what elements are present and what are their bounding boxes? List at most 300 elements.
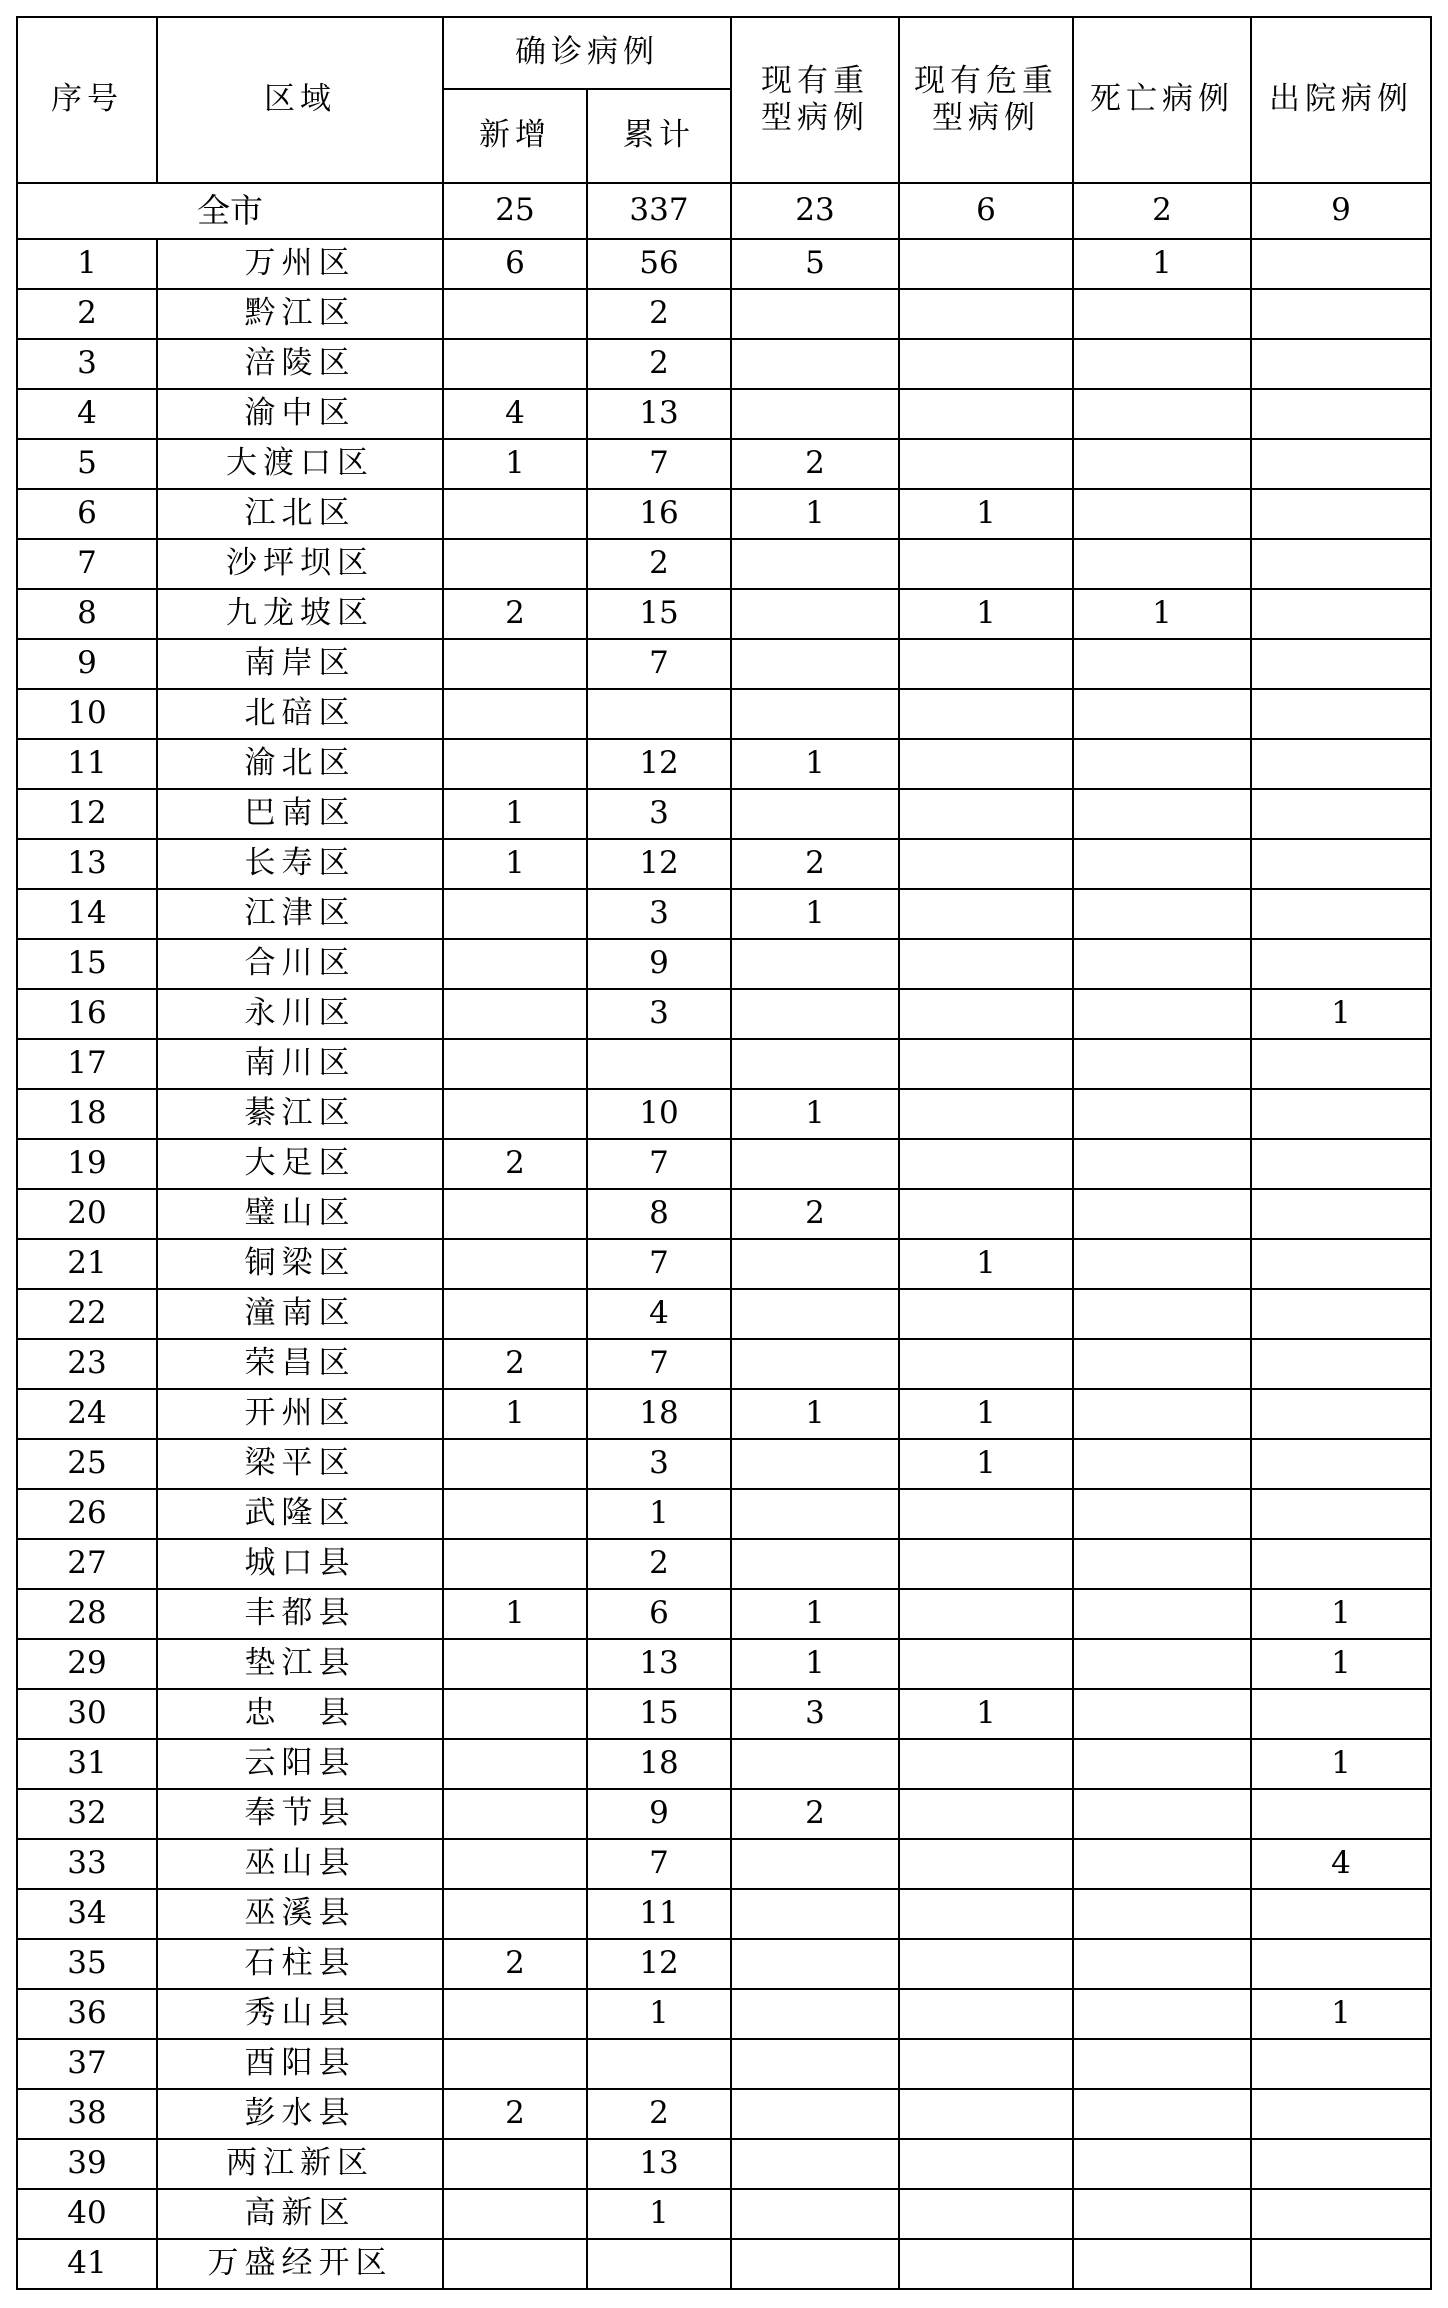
cell-index: 2 — [17, 289, 157, 339]
table-row — [17, 2139, 1431, 2189]
cell-severe — [731, 1489, 899, 1539]
cell-index: 10 — [17, 689, 157, 739]
cell-index: 24 — [17, 1389, 157, 1439]
table-row — [17, 1489, 1431, 1539]
cell-new: 1 — [443, 789, 587, 839]
cell-new — [443, 1239, 587, 1289]
cell-cumulative: 2 — [587, 2089, 731, 2139]
cell-cumulative: 8 — [587, 1189, 731, 1239]
cell-critical — [899, 389, 1073, 439]
table-row — [17, 789, 1431, 839]
cell-region: 梁平区 — [157, 1439, 443, 1489]
cell-new — [443, 339, 587, 389]
cell-deaths — [1073, 1589, 1251, 1639]
cell-deaths — [1073, 1989, 1251, 2039]
cell-deaths — [1073, 1489, 1251, 1539]
cell-index: 12 — [17, 789, 157, 839]
cell-discharged — [1251, 1189, 1431, 1239]
cell-discharged — [1251, 939, 1431, 989]
cell-region: 璧山区 — [157, 1189, 443, 1239]
cell-region: 大渡口区 — [157, 439, 443, 489]
cell-cumulative: 7 — [587, 439, 731, 489]
table-body — [17, 183, 1431, 2289]
cell-severe — [731, 789, 899, 839]
cell-severe — [731, 1739, 899, 1789]
table-row — [17, 1339, 1431, 1389]
cell-deaths — [1073, 489, 1251, 539]
table-row — [17, 1589, 1431, 1639]
cell-severe — [731, 339, 899, 389]
table-row — [17, 1889, 1431, 1939]
cell-new — [443, 1839, 587, 1889]
cell-region: 巫溪县 — [157, 1889, 443, 1939]
cell-discharged — [1251, 339, 1431, 389]
table-row — [17, 1239, 1431, 1289]
cell-deaths — [1073, 1939, 1251, 1989]
cell-deaths — [1073, 539, 1251, 589]
cell-critical — [899, 789, 1073, 839]
cell-index: 13 — [17, 839, 157, 889]
cell-deaths — [1073, 289, 1251, 339]
total-deaths: 2 — [1073, 183, 1251, 239]
table-row — [17, 1139, 1431, 1189]
cell-index: 37 — [17, 2039, 157, 2089]
cell-cumulative: 7 — [587, 1339, 731, 1389]
header-severe: 现有重型病例 — [731, 17, 899, 183]
cell-new: 2 — [443, 1339, 587, 1389]
cell-new — [443, 889, 587, 939]
cell-discharged — [1251, 489, 1431, 539]
cell-deaths — [1073, 1839, 1251, 1889]
table-row — [17, 1389, 1431, 1439]
cell-new — [443, 739, 587, 789]
cell-cumulative: 13 — [587, 1639, 731, 1689]
cell-critical — [899, 739, 1073, 789]
cell-region: 江北区 — [157, 489, 443, 539]
cell-discharged — [1251, 1389, 1431, 1439]
cell-region: 荣昌区 — [157, 1339, 443, 1389]
cell-cumulative: 13 — [587, 2139, 731, 2189]
table-row — [17, 1839, 1431, 1889]
cell-region: 渝北区 — [157, 739, 443, 789]
cell-critical — [899, 1339, 1073, 1389]
table-row — [17, 2089, 1431, 2139]
cell-critical: 1 — [899, 1239, 1073, 1289]
cell-new — [443, 1739, 587, 1789]
cell-cumulative — [587, 2039, 731, 2089]
total-cumulative: 337 — [587, 183, 731, 239]
cell-index: 33 — [17, 1839, 157, 1889]
cell-cumulative: 2 — [587, 289, 731, 339]
cell-new — [443, 1639, 587, 1689]
cell-new: 1 — [443, 839, 587, 889]
cell-index: 28 — [17, 1589, 157, 1639]
cell-deaths — [1073, 1889, 1251, 1939]
cell-region: 云阳县 — [157, 1739, 443, 1789]
cell-critical — [899, 539, 1073, 589]
cell-discharged — [1251, 739, 1431, 789]
cell-discharged — [1251, 1289, 1431, 1339]
cell-deaths — [1073, 639, 1251, 689]
cell-cumulative — [587, 1039, 731, 1089]
cell-new — [443, 1439, 587, 1489]
cell-deaths — [1073, 1689, 1251, 1739]
cell-region: 九龙坡区 — [157, 589, 443, 639]
cell-deaths — [1073, 1239, 1251, 1289]
cell-index: 20 — [17, 1189, 157, 1239]
cell-cumulative: 15 — [587, 589, 731, 639]
table-row — [17, 1439, 1431, 1489]
cell-deaths — [1073, 2239, 1251, 2289]
cell-new: 1 — [443, 439, 587, 489]
cell-new — [443, 2139, 587, 2189]
total-row — [17, 183, 1431, 239]
cell-severe — [731, 2239, 899, 2289]
cell-index: 14 — [17, 889, 157, 939]
cell-deaths — [1073, 1139, 1251, 1189]
cell-discharged — [1251, 289, 1431, 339]
cell-critical: 1 — [899, 1689, 1073, 1739]
header-region: 区域 — [157, 17, 443, 183]
cell-region: 忠 县 — [157, 1689, 443, 1739]
cell-region: 长寿区 — [157, 839, 443, 889]
cell-new — [443, 2189, 587, 2239]
total-critical: 6 — [899, 183, 1073, 239]
cell-severe: 1 — [731, 1089, 899, 1139]
cell-discharged — [1251, 2039, 1431, 2089]
cell-deaths — [1073, 339, 1251, 389]
cell-cumulative: 2 — [587, 539, 731, 589]
cell-deaths — [1073, 689, 1251, 739]
cell-region: 武隆区 — [157, 1489, 443, 1539]
cell-severe — [731, 1039, 899, 1089]
cell-severe — [731, 589, 899, 639]
cell-deaths — [1073, 1339, 1251, 1389]
cell-region: 涪陵区 — [157, 339, 443, 389]
cell-severe: 1 — [731, 889, 899, 939]
cell-severe — [731, 689, 899, 739]
cell-index: 9 — [17, 639, 157, 689]
cell-discharged — [1251, 639, 1431, 689]
cell-region: 江津区 — [157, 889, 443, 939]
cell-region: 铜梁区 — [157, 1239, 443, 1289]
cell-region: 永川区 — [157, 989, 443, 1039]
cell-critical — [899, 1889, 1073, 1939]
cell-cumulative — [587, 2239, 731, 2289]
table-row — [17, 389, 1431, 439]
cell-severe — [731, 2039, 899, 2089]
cell-discharged — [1251, 689, 1431, 739]
cell-critical — [899, 289, 1073, 339]
header-discharged: 出院病例 — [1251, 17, 1431, 183]
cell-cumulative: 12 — [587, 739, 731, 789]
cell-region: 万盛经开区 — [157, 2239, 443, 2289]
cell-deaths — [1073, 439, 1251, 489]
cell-severe — [731, 2139, 899, 2189]
cell-severe — [731, 989, 899, 1039]
cell-region: 万州区 — [157, 239, 443, 289]
cell-new — [443, 1789, 587, 1839]
cell-new — [443, 1089, 587, 1139]
cell-severe — [731, 1289, 899, 1339]
cell-critical — [899, 1939, 1073, 1989]
cell-critical — [899, 1089, 1073, 1139]
cell-region: 渝中区 — [157, 389, 443, 439]
cell-critical — [899, 1639, 1073, 1689]
cell-index: 23 — [17, 1339, 157, 1389]
cell-discharged: 1 — [1251, 1639, 1431, 1689]
cell-discharged — [1251, 2139, 1431, 2189]
cell-discharged — [1251, 2189, 1431, 2239]
cell-deaths — [1073, 1289, 1251, 1339]
cell-new: 2 — [443, 1139, 587, 1189]
cell-region: 高新区 — [157, 2189, 443, 2239]
cell-discharged — [1251, 1339, 1431, 1389]
cell-discharged — [1251, 2239, 1431, 2289]
cell-region: 黔江区 — [157, 289, 443, 339]
cell-deaths — [1073, 889, 1251, 939]
table-row — [17, 689, 1431, 739]
cell-region: 巫山县 — [157, 1839, 443, 1889]
cell-new — [443, 939, 587, 989]
cell-cumulative: 2 — [587, 1539, 731, 1589]
cell-critical — [899, 1739, 1073, 1789]
cell-index: 27 — [17, 1539, 157, 1589]
cell-severe — [731, 939, 899, 989]
table-row — [17, 439, 1431, 489]
cell-new — [443, 1889, 587, 1939]
cell-cumulative: 1 — [587, 1489, 731, 1539]
cell-new — [443, 539, 587, 589]
cell-new: 2 — [443, 1939, 587, 1989]
cell-critical — [899, 1489, 1073, 1539]
cell-severe: 1 — [731, 1389, 899, 1439]
cell-region: 秀山县 — [157, 1989, 443, 2039]
cell-severe — [731, 1939, 899, 1989]
cell-new — [443, 1039, 587, 1089]
cell-cumulative: 2 — [587, 339, 731, 389]
table-row — [17, 1189, 1431, 1239]
cell-discharged: 1 — [1251, 989, 1431, 1039]
cell-region: 酉阳县 — [157, 2039, 443, 2089]
header-deaths: 死亡病例 — [1073, 17, 1251, 183]
cell-critical — [899, 1139, 1073, 1189]
table-row — [17, 289, 1431, 339]
cell-region: 彭水县 — [157, 2089, 443, 2139]
cell-discharged — [1251, 1689, 1431, 1739]
cell-discharged — [1251, 1239, 1431, 1289]
header-confirmed: 确诊病例 — [443, 17, 731, 89]
cell-severe: 1 — [731, 489, 899, 539]
cell-severe: 2 — [731, 439, 899, 489]
header-index: 序号 — [17, 17, 157, 183]
cell-new: 4 — [443, 389, 587, 439]
cell-discharged: 4 — [1251, 1839, 1431, 1889]
table-row — [17, 1689, 1431, 1739]
cell-deaths — [1073, 2089, 1251, 2139]
cell-critical: 1 — [899, 589, 1073, 639]
cell-severe — [731, 639, 899, 689]
cell-cumulative: 15 — [587, 1689, 731, 1739]
cell-deaths — [1073, 839, 1251, 889]
covid-case-table — [16, 16, 1432, 2290]
cell-discharged — [1251, 789, 1431, 839]
cell-index: 21 — [17, 1239, 157, 1289]
cell-new: 2 — [443, 589, 587, 639]
cell-index: 31 — [17, 1739, 157, 1789]
cell-severe — [731, 1439, 899, 1489]
cell-discharged — [1251, 1539, 1431, 1589]
total-label: 全市 — [17, 183, 443, 239]
cell-new — [443, 1539, 587, 1589]
cell-critical — [899, 2239, 1073, 2289]
cell-cumulative: 10 — [587, 1089, 731, 1139]
cell-deaths — [1073, 1089, 1251, 1139]
table-row — [17, 839, 1431, 889]
cell-cumulative: 18 — [587, 1739, 731, 1789]
cell-deaths — [1073, 389, 1251, 439]
cell-index: 41 — [17, 2239, 157, 2289]
cell-region: 石柱县 — [157, 1939, 443, 1989]
cell-index: 1 — [17, 239, 157, 289]
cell-cumulative: 9 — [587, 1789, 731, 1839]
cell-new — [443, 989, 587, 1039]
table-row — [17, 339, 1431, 389]
cell-discharged — [1251, 1939, 1431, 1989]
cell-region: 北碚区 — [157, 689, 443, 739]
cell-cumulative: 7 — [587, 639, 731, 689]
cell-discharged: 1 — [1251, 1589, 1431, 1639]
cell-discharged — [1251, 889, 1431, 939]
cell-index: 18 — [17, 1089, 157, 1139]
cell-discharged — [1251, 389, 1431, 439]
cell-new — [443, 2239, 587, 2289]
cell-cumulative: 7 — [587, 1839, 731, 1889]
cell-discharged — [1251, 589, 1431, 639]
cell-cumulative: 18 — [587, 1389, 731, 1439]
cell-region: 巴南区 — [157, 789, 443, 839]
cell-discharged — [1251, 439, 1431, 489]
cell-index: 34 — [17, 1889, 157, 1939]
cell-region: 两江新区 — [157, 2139, 443, 2189]
cell-critical: 1 — [899, 489, 1073, 539]
cell-deaths — [1073, 1639, 1251, 1689]
cell-cumulative: 56 — [587, 239, 731, 289]
cell-critical — [899, 339, 1073, 389]
cell-cumulative: 1 — [587, 1989, 731, 2039]
cell-severe: 1 — [731, 1589, 899, 1639]
cell-index: 26 — [17, 1489, 157, 1539]
cell-index: 32 — [17, 1789, 157, 1839]
cell-discharged — [1251, 1889, 1431, 1939]
cell-cumulative: 3 — [587, 789, 731, 839]
cell-severe — [731, 1989, 899, 2039]
cell-deaths — [1073, 1439, 1251, 1489]
cell-region: 大足区 — [157, 1139, 443, 1189]
cell-critical — [899, 1589, 1073, 1639]
cell-severe: 5 — [731, 239, 899, 289]
total-severe: 23 — [731, 183, 899, 239]
cell-region: 丰都县 — [157, 1589, 443, 1639]
cell-cumulative: 13 — [587, 389, 731, 439]
table-row — [17, 1039, 1431, 1089]
cell-deaths — [1073, 1039, 1251, 1089]
cell-severe — [731, 1539, 899, 1589]
cell-severe: 1 — [731, 1639, 899, 1689]
table-row — [17, 889, 1431, 939]
cell-critical — [899, 1539, 1073, 1589]
cell-cumulative: 6 — [587, 1589, 731, 1639]
cell-critical — [899, 889, 1073, 939]
cell-region: 合川区 — [157, 939, 443, 989]
cell-severe — [731, 1339, 899, 1389]
cell-region: 潼南区 — [157, 1289, 443, 1339]
cell-deaths — [1073, 1189, 1251, 1239]
cell-discharged: 1 — [1251, 1739, 1431, 1789]
table-row — [17, 1789, 1431, 1839]
table-row — [17, 1739, 1431, 1789]
cell-cumulative: 12 — [587, 839, 731, 889]
cell-discharged — [1251, 1489, 1431, 1539]
cell-region: 奉节县 — [157, 1789, 443, 1839]
cell-severe: 2 — [731, 1189, 899, 1239]
cell-index: 16 — [17, 989, 157, 1039]
cell-severe — [731, 2189, 899, 2239]
cell-critical — [899, 2189, 1073, 2239]
cell-cumulative: 16 — [587, 489, 731, 539]
cell-deaths — [1073, 1389, 1251, 1439]
cell-severe — [731, 2089, 899, 2139]
cell-cumulative: 4 — [587, 1289, 731, 1339]
cell-deaths — [1073, 2039, 1251, 2089]
cell-severe — [731, 1239, 899, 1289]
cell-deaths — [1073, 1539, 1251, 1589]
cell-critical — [899, 1289, 1073, 1339]
cell-cumulative: 9 — [587, 939, 731, 989]
cell-cumulative: 3 — [587, 1439, 731, 1489]
cell-cumulative: 3 — [587, 989, 731, 1039]
cell-region: 垫江县 — [157, 1639, 443, 1689]
cell-index: 15 — [17, 939, 157, 989]
cell-deaths — [1073, 2189, 1251, 2239]
cell-critical — [899, 1989, 1073, 2039]
cell-new — [443, 289, 587, 339]
cell-cumulative: 7 — [587, 1139, 731, 1189]
cell-cumulative: 7 — [587, 1239, 731, 1289]
cell-critical — [899, 689, 1073, 739]
cell-new — [443, 489, 587, 539]
cell-index: 4 — [17, 389, 157, 439]
cell-index: 8 — [17, 589, 157, 639]
cell-critical — [899, 1839, 1073, 1889]
cell-critical — [899, 439, 1073, 489]
cell-new: 1 — [443, 1589, 587, 1639]
cell-index: 38 — [17, 2089, 157, 2139]
table-row — [17, 489, 1431, 539]
cell-critical — [899, 1189, 1073, 1239]
cell-cumulative: 3 — [587, 889, 731, 939]
cell-region: 开州区 — [157, 1389, 443, 1439]
cell-deaths — [1073, 2139, 1251, 2189]
cell-region: 南岸区 — [157, 639, 443, 689]
cell-new: 1 — [443, 1389, 587, 1439]
cell-severe — [731, 1839, 899, 1889]
total-discharged: 9 — [1251, 183, 1431, 239]
cell-critical: 1 — [899, 1389, 1073, 1439]
cell-discharged — [1251, 1139, 1431, 1189]
header-new: 新增 — [443, 89, 587, 183]
cell-index: 5 — [17, 439, 157, 489]
